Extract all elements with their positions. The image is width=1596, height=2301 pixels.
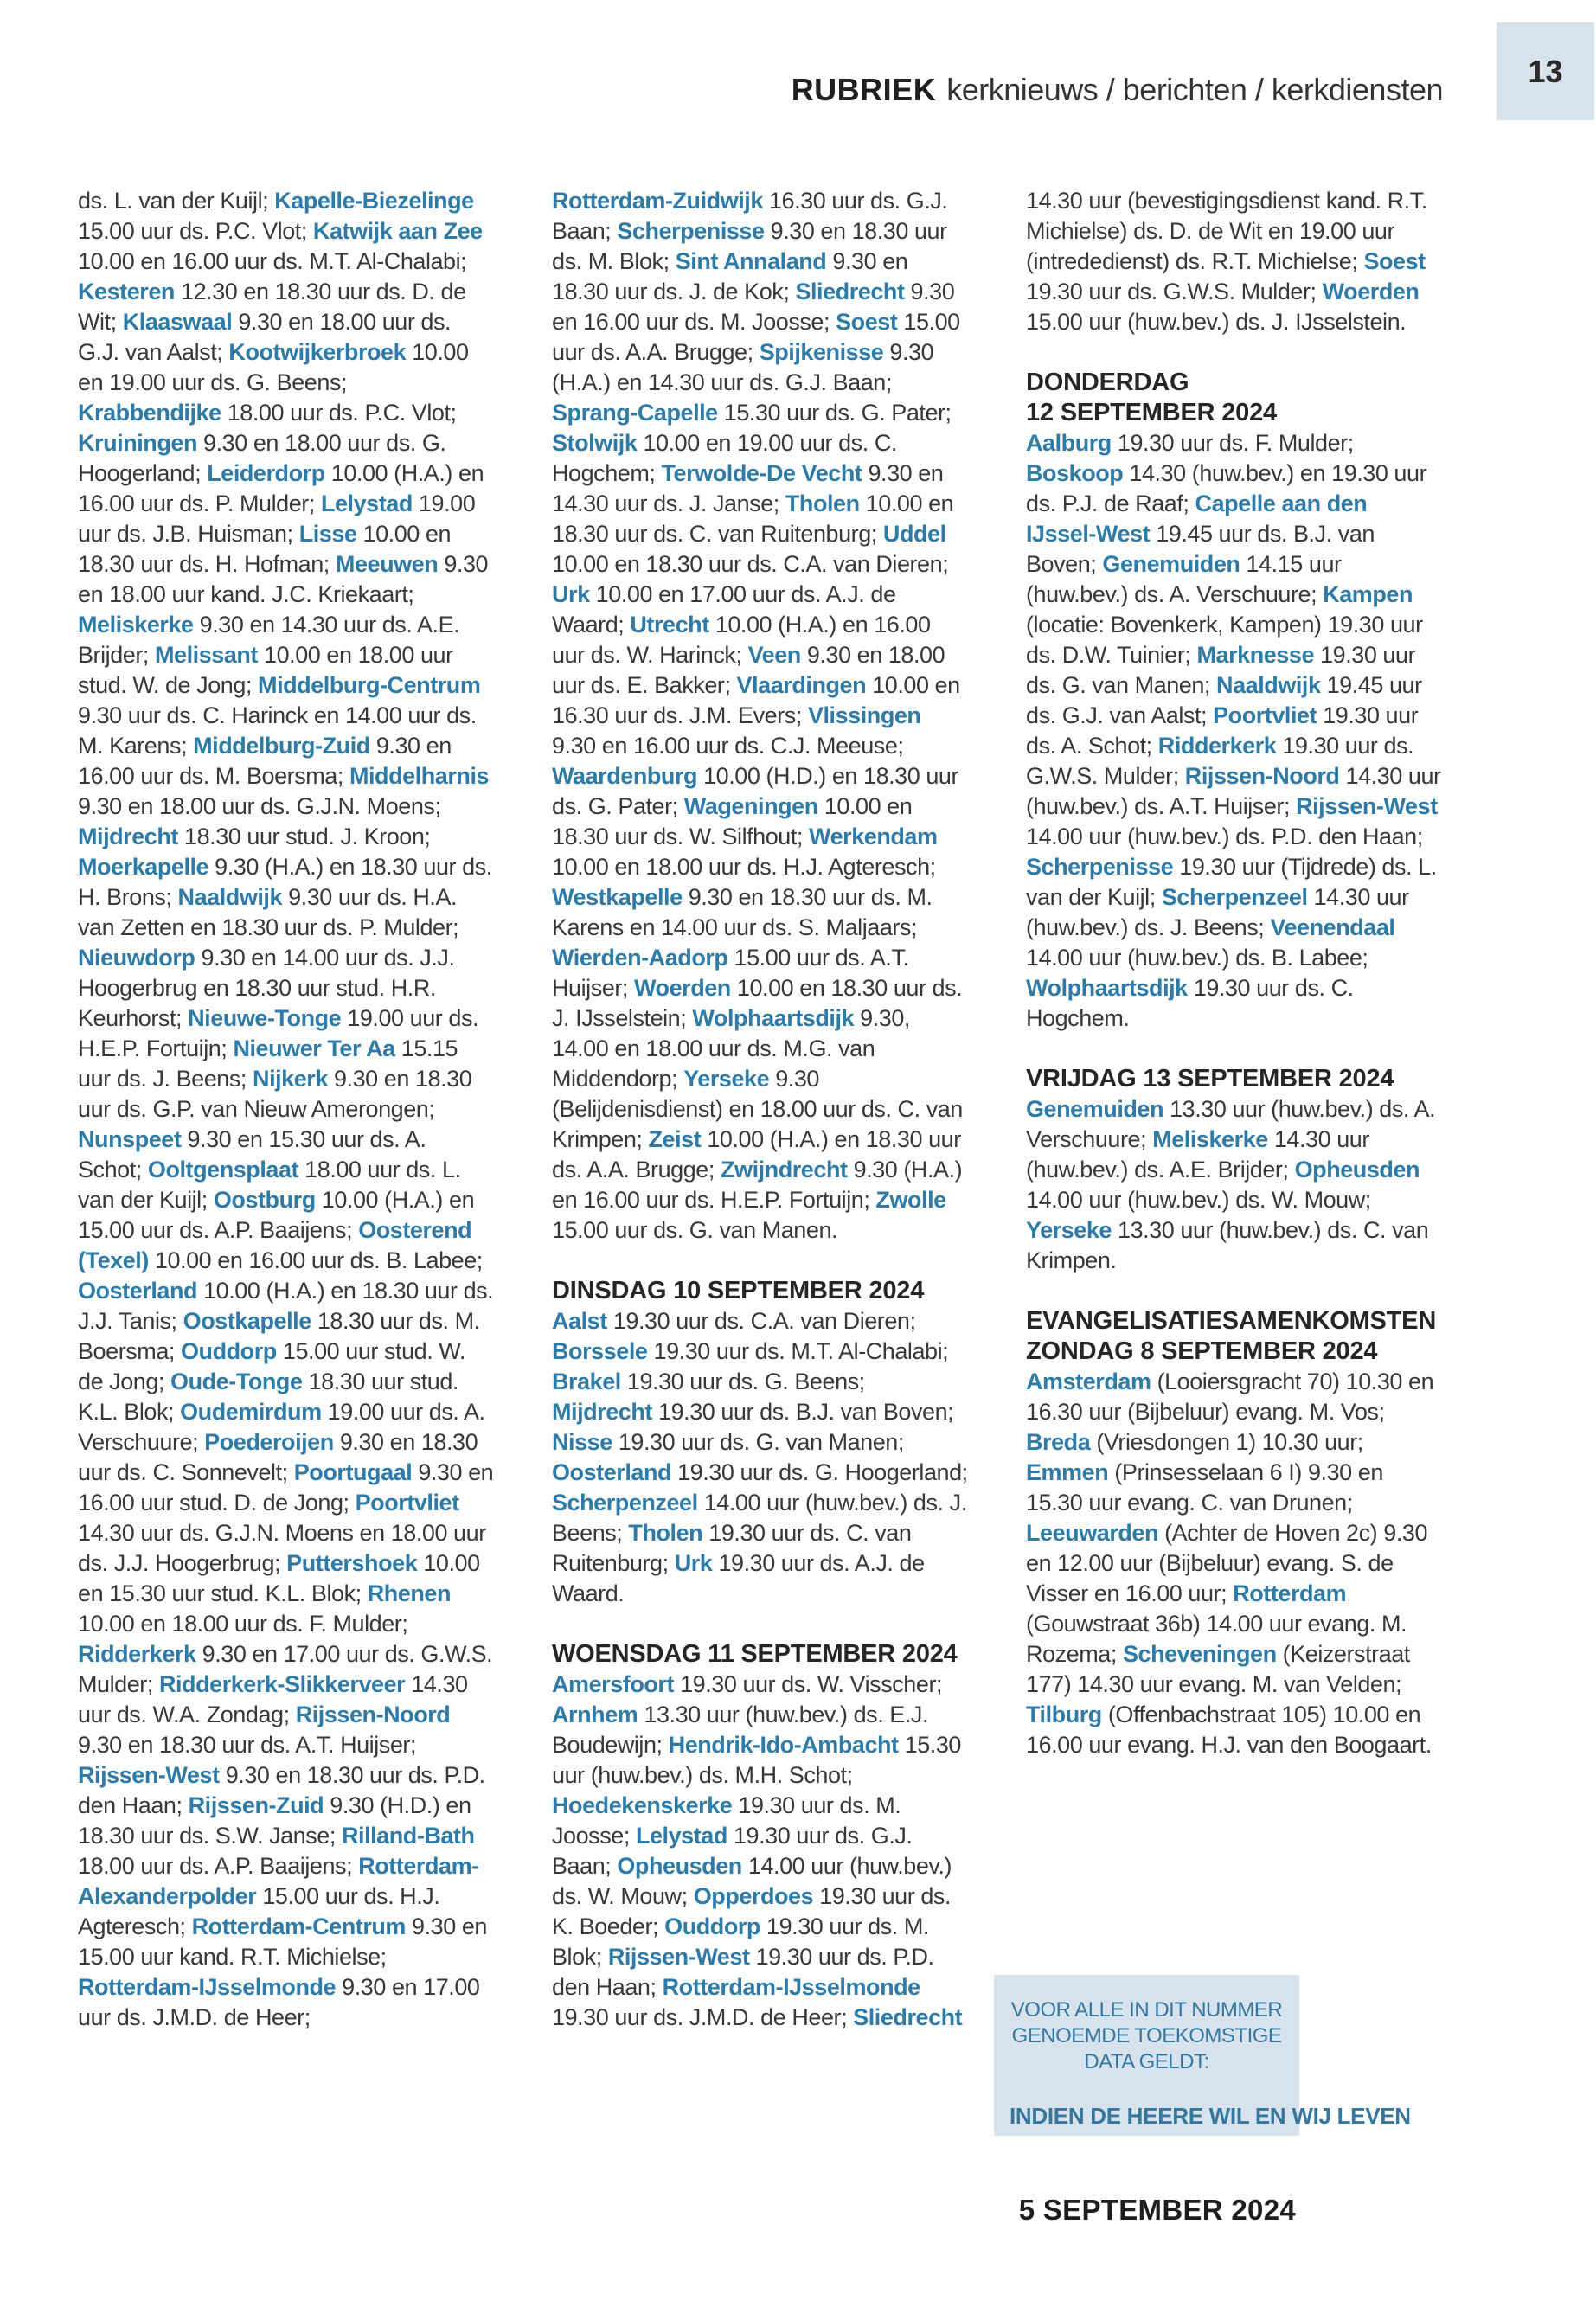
place-name: Ridderkerk-Slikkerveer: [158, 1671, 406, 1697]
place-name: Ooltgensplaat: [147, 1157, 299, 1183]
place-name: Woerden: [633, 975, 731, 1001]
place-name: Rotterdam: [1233, 1580, 1347, 1606]
place-name: Oude-Tonge: [170, 1368, 303, 1394]
section-heading: WOENSDAG 11 SEPTEMBER 2024: [552, 1640, 958, 1668]
place-name: Nunspeet: [78, 1126, 182, 1152]
place-name: Uddel: [882, 521, 946, 547]
place-name: Nieuwe-Tonge: [188, 1005, 342, 1031]
place-name: Ouddorp: [181, 1338, 277, 1364]
place-name: Poederoijen: [204, 1429, 334, 1455]
section-heading: DINSDAG 10 SEPTEMBER 2024: [552, 1277, 925, 1304]
place-name: Tilburg: [1026, 1702, 1102, 1727]
listing-paragraph: Aalburg 19.30 uur ds. F. Mulder; Boskoop 14.30 (huw.bev.) en 19.30 uur ds. P.J. de Raaf; Capelle aan den IJssel-West 19.45 uur ds. B.J. van Boven; Genemuiden 14.15 uur (huw.bev.) ds. A. Verschuure; Kampen (locatie: Bovenkerk, Kampen) 19.30 uur ds. D.W. Tuinier; Marknesse 19.30 uur ds. G. van Manen; Naaldwijk 19.45 uur ds. G.J. van Aalst; Poortvliet 19.30 uur ds. A. Schot; Ridderkerk 19.30 uur ds. G.W.S. Mulder; Rijssen-Noord 14.30 uur (huw.bev.) ds. A.T. Huijser; Rijssen-West 14.00 uur (huw.bev.) ds. P.D. den Haan; Scherpenisse 19.30 uur (Tijdrede) ds. L. van der Kuijl; Scherpenzeel 14.30 uur (huw.bev.) ds. J. Beens; Veenendaal 14.00 uur (huw.bev.) ds. B. Labee; Wolphaartsdijk 19.30 uur ds. C. Hogchem.: [1026, 430, 1441, 1031]
place-name: Zwijndrecht: [720, 1157, 848, 1183]
place-name: Meeuwen: [335, 551, 439, 577]
place-name: Rijssen-West: [1296, 793, 1438, 819]
place-name: Katwijk aan Zee: [312, 218, 483, 244]
place-name: Mijdrecht: [552, 1399, 652, 1425]
place-name: Westkapelle: [552, 884, 683, 910]
place-name: Tholen: [628, 1520, 703, 1546]
listing-paragraph: Genemuiden 13.30 uur (huw.bev.) ds. A. Verschuure; Meliskerke 14.30 uur (huw.bev.) ds. A.E. Brijder; Opheusden 14.00 uur (huw.bev.) ds. W. Mouw; Yerseke 13.30 uur (huw.bev.) ds. C. van Krimpen.: [1026, 1096, 1436, 1273]
place-name: Rotterdam-Zuidwijk: [552, 188, 763, 214]
place-name: Hoedekenskerke: [552, 1792, 733, 1818]
place-name: Terwolde-De Vecht: [661, 460, 862, 486]
place-name: Lisse: [298, 521, 357, 547]
place-name: Sliedrecht: [795, 279, 905, 304]
place-name: Naaldwijk: [177, 884, 283, 910]
place-name: Wolphaartsdijk: [692, 1005, 855, 1031]
place-name: Breda: [1026, 1429, 1091, 1455]
place-name: Opperdoes: [693, 1883, 814, 1909]
place-name: Zeist: [648, 1126, 702, 1152]
place-name: Utrecht: [630, 612, 709, 638]
place-name: Wageningen: [683, 793, 818, 819]
place-name: Vlissingen: [807, 702, 921, 728]
place-name: Kesteren: [78, 279, 175, 304]
place-name: Scherpenisse: [1026, 854, 1174, 880]
place-name: Kruiningen: [78, 430, 197, 456]
place-name: Spijkenisse: [759, 339, 884, 365]
place-name: Rotterdam-IJsselmonde: [78, 1974, 337, 2000]
notice-statement: INDIEN DE HEERE WIL EN WIJ LEVEN: [1010, 2103, 1411, 2129]
page-number: 13: [1528, 53, 1563, 89]
place-name: Soest: [836, 309, 898, 335]
place-name: Urk: [674, 1550, 713, 1576]
place-name: Leiderdorp: [207, 460, 325, 486]
place-name: Werkendam: [809, 824, 938, 849]
place-name: Sint Annaland: [675, 248, 827, 274]
place-name: Opheusden: [1294, 1157, 1420, 1183]
place-name: Borssele: [552, 1338, 648, 1364]
place-name: Oostburg: [213, 1187, 316, 1213]
place-name: Rijssen-Noord: [295, 1702, 451, 1727]
page-header: [792, 73, 1443, 107]
place-name: Krabbendijke: [78, 400, 221, 426]
place-name: Emmen: [1026, 1459, 1109, 1485]
listing-paragraph: ds. L. van der Kuijl; Kapelle-Biezelinge 15.00 uur ds. P.C. Vlot; Katwijk aan Zee 10.00 en 16.00 uur ds. M.T. Al-Chalabi; Kesteren 12.30 en 18.30 uur ds. D. de Wit; Klaaswaal 9.30 en 18.00 uur ds. G.J. van Aalst; Kootwijkerbroek 10.00 en 19.00 uur ds. G. Beens; Krabbendijke 18.00 uur ds. P.C. Vlot; Kruiningen 9.30 en 18.00 uur ds. G. Hoogerland; Leiderdorp 10.00 (H.A.) en 16.00 uur ds. P. Mulder; Lelystad 19.00 uur ds. J.B. Huisman; Lisse 10.00 en 18.30 uur ds. H. Hofman; Meeuwen 9.30 en 18.00 uur kand. J.C. Kriekaart; Meliskerke 9.30 en 14.30 uur ds. A.E. Brijder; Melissant 10.00 en 18.00 uur stud. W. de Jong; Middelburg-Centrum 9.30 uur ds. C. Harinck en 14.00 uur ds. M. Karens; Middelburg-Zuid 9.30 en 16.00 uur ds. M. Boersma; Middelharnis 9.30 en 18.00 uur ds. G.J.N. Moens; Mijdrecht 18.30 uur stud. J. Kroon; Moerkapelle 9.30 (H.A.) en 18.30 uur ds. H. Brons; Naaldwijk 9.30 uur ds. H.A. van Zetten en 18.30 uur ds. P. Mulder; Nieuwdorp 9.30 en 14.00 uur ds. J.J. Hoogerbrug en 18.30 uur stud. H.R. Keurhorst; Nieuwe-Tonge 19.00 uur ds. H.E.P. Fortuijn; Nieuwer Ter Aa 15.15 uur ds. J. Beens; Nijkerk 9.30 en 18.30 uur ds. G.P. van Nieuw Amerongen; Nunspeet 9.30 en 15.30 uur ds. A. Schot; Ooltgensplaat 18.00 uur ds. L. van der Kuijl; Oostburg 10.00 (H.A.) en 15.00 uur ds. A.P. Baaijens; Oosterend (Texel) 10.00 en 16.00 uur ds. B. Labee; Oosterland 10.00 (H.A.) en 18.30 uur ds. J.J. Tanis; Oostkapelle 18.30 uur ds. M. Boersma; Ouddorp 15.00 uur stud. W. de Jong; Oude-Tonge 18.30 uur stud. K.L. Blok; Oudemirdum 19.00 uur ds. A. Verschuure; Poederoijen 9.30 en 18.30 uur ds. C. Sonnevelt; Poortugaal 9.30 en 16.00 uur stud. D. de Jong; Poortvliet 14.30 uur ds. G.J.N. Moens en 18.00 uur ds. J.J. Hoogerbrug; Puttershoek 10.00 en 15.30 uur stud. K.L. Blok; Rhenen 10.00 en 18.00 uur ds. F. Mulder; Ridderkerk 9.30 en 17.00 uur ds. G.W.S. Mulder; Ridderkerk-Slikkerveer 14.30 uur ds. W.A. Zondag; Rijssen-Noord 9.30 en 18.30 uur ds. A.T. Huijser; Rijssen-West 9.30 en 18.30 uur ds. P.D. den Haan; Rijssen-Zuid 9.30 (H.D.) en 18.30 uur ds. S.W. Janse; Rilland-Bath 18.00 uur ds. A.P. Baaijens; Rotterdam-Alexanderpolder 15.00 uur ds. H.J. Agteresch; Rotterdam-Centrum 9.30 en 15.00 uur kand. R.T. Michielse; Rotterdam-IJsselmonde 9.30 en 17.00 uur ds. J.M.D. de Heer;: [78, 188, 494, 2030]
place-name: Woerden: [1322, 279, 1420, 304]
place-name: Nieuwer Ter Aa: [233, 1035, 395, 1061]
place-name: Rijssen-West: [607, 1944, 750, 1970]
place-name: Genemuiden: [1026, 1096, 1164, 1122]
place-name: Lelystad: [320, 490, 413, 516]
place-name: Kootwijkerbroek: [228, 339, 407, 365]
issue-date: 5 SEPTEMBER 2024: [1018, 2194, 1296, 2226]
place-name: Ridderkerk: [1157, 733, 1277, 759]
section-heading: EVANGELISATIESAMENKOMSTEN ZONDAG 8 SEPTEMBER 2024: [1026, 1307, 1437, 1365]
place-name: Rotterdam-IJsselmonde: [662, 1974, 920, 2000]
place-name: Naaldwijk: [1216, 672, 1321, 698]
future-dates-notice: [994, 1975, 1411, 2136]
place-name: Urk: [552, 581, 590, 607]
place-name: Puttershoek: [286, 1550, 418, 1576]
place-name: Rotterdam-Alexanderpolder: [78, 1853, 479, 1909]
notice-intro: VOOR ALLE IN DIT NUMMER GENOEMDE TOEKOMSTIGE DATA GELDT:: [1010, 1998, 1283, 2073]
place-name: Scheveningen: [1122, 1641, 1277, 1667]
place-name: Middelburg-Zuid: [193, 733, 370, 759]
place-name: Middelburg-Centrum: [258, 672, 481, 698]
place-name: Rijssen-Zuid: [188, 1792, 324, 1818]
place-name: Scherpenzeel: [1161, 884, 1308, 910]
place-name: Veen: [747, 642, 801, 668]
listing-paragraph: Amsterdam (Looiersgracht 70) 10.30 en 16.30 uur (Bijbeluur) evang. M. Vos; Breda (Vriesdongen 1) 10.30 uur; Emmen (Prinsesselaan 6 I) 9.30 en 15.30 uur evang. C. van Drunen; Leeuwarden (Achter de Hoven 2c) 9.30 en 12.00 uur (Bijbeluur) evang. S. de Visser en 16.00 uur; Rotterdam (Gouwstraat 36b) 14.00 uur evang. M. Rozema; Scheveningen (Keizerstraat 177) 14.30 uur evang. M. van Velden; Tilburg (Offenbachstraat 105) 10.00 en 16.00 uur evang. H.J. van den Boogaart.: [1026, 1368, 1434, 1758]
place-name: Lelystad: [635, 1823, 727, 1849]
place-name: Oosterend (Texel): [78, 1217, 472, 1273]
place-name: Oostkapelle: [183, 1308, 311, 1334]
place-name: Ouddorp: [664, 1913, 760, 1939]
place-name: Nieuwdorp: [78, 945, 195, 971]
place-name: Nijkerk: [253, 1066, 328, 1092]
place-name: Moerkapelle: [78, 854, 209, 880]
place-name: Rijssen-West: [78, 1762, 220, 1788]
place-name: Marknesse: [1196, 642, 1315, 668]
column-church-services-3: [1026, 186, 1443, 2171]
place-name: Kapelle-Biezelinge: [274, 188, 474, 214]
place-name: Mijdrecht: [78, 824, 178, 849]
section-heading: VRIJDAG 13 SEPTEMBER 2024: [1026, 1065, 1394, 1093]
place-name: Opheusden: [617, 1853, 742, 1879]
place-name: Rilland-Bath: [341, 1823, 475, 1849]
place-name: Yerseke: [1026, 1217, 1112, 1243]
place-name: Wierden-Aadorp: [552, 945, 728, 971]
place-name: Klaaswaal: [122, 309, 233, 335]
place-name: Oosterland: [552, 1459, 672, 1485]
place-name: Rotterdam-Centrum: [191, 1913, 406, 1939]
place-name: Stolwijk: [552, 430, 638, 456]
section-heading: DONDERDAG 12 SEPTEMBER 2024: [1026, 369, 1277, 426]
place-name: Middelharnis: [349, 763, 490, 789]
place-name: Aalst: [552, 1308, 607, 1334]
place-name: Boskoop: [1026, 460, 1124, 486]
place-name: Leeuwarden: [1026, 1520, 1159, 1546]
place-name: Hendrik-Ido-Ambacht: [668, 1732, 899, 1758]
place-name: Amersfoort: [552, 1671, 675, 1697]
place-name: Ridderkerk: [78, 1641, 196, 1667]
listing-paragraph: Rotterdam-Zuidwijk 16.30 uur ds. G.J. Baan; Scherpenisse 9.30 en 18.30 uur ds. M. Blok; Sint Annaland 9.30 en 18.30 uur ds. J. de Kok; Sliedrecht 9.30 en 16.00 uur ds. M. Joosse; Soest 15.00 uur ds. A.A. Brugge; Spijkenisse 9.30 (H.A.) en 14.30 uur ds. G.J. Baan; Sprang-Capelle 15.30 uur ds. G. Pater; Stolwijk 10.00 en 19.00 uur ds. C. Hogchem; Terwolde-De Vecht 9.30 en 14.30 uur ds. J. Janse; Tholen 10.00 en 18.30 uur ds. C. van Ruitenburg; Uddel 10.00 en 18.30 uur ds. C.A. van Dieren; Urk 10.00 en 17.00 uur ds. A.J. de Waard; Utrecht 10.00 (H.A.) en 16.00 uur ds. W. Harinck; Veen 9.30 en 18.00 uur ds. E. Bakker; Vlaardingen 10.00 en 16.30 uur ds. J.M. Evers; Vlissingen 9.30 en 16.00 uur ds. C.J. Meeuse; Waardenburg 10.00 (H.D.) en 18.30 uur ds. G. Pater; Wageningen 10.00 en 18.30 uur ds. W. Silfhout; Werkendam 10.00 en 18.00 uur ds. H.J. Agteresch; Westkapelle 9.30 en 18.30 uur ds. M. Karens en 14.00 uur ds. S. Maljaars; Wierden-Aadorp 15.00 uur ds. A.T. Huijser; Woerden 10.00 en 18.30 uur ds. J. IJsselstein; Wolphaartsdijk 9.30, 14.00 en 18.00 uur ds. M.G. van Middendorp; Yerseke 9.30 (Belijdenisdienst) en 18.00 uur ds. C. van Krimpen; Zeist 10.00 (H.A.) en 18.30 uur ds. A.A. Brugge; Zwijndrecht 9.30 (H.A.) en 16.00 uur ds. H.E.P. Fortuijn; Zwolle 15.00 uur ds. G. van Manen.: [552, 188, 963, 1243]
place-name: Capelle aan den IJssel-West: [1026, 490, 1368, 547]
place-name: Yerseke: [683, 1066, 770, 1092]
listing-paragraph: Amersfoort 19.30 uur ds. W. Visscher; Arnhem 13.30 uur (huw.bev.) ds. E.J. Boudewijn; Hendrik-Ido-Ambacht 15.30 uur (huw.bev.) ds. M.H. Schot; Hoedekenskerke 19.30 uur ds. M. Joosse; Lelystad 19.30 uur ds. G.J. Baan; Opheusden 14.00 uur (huw.bev.) ds. W. Mouw; Opperdoes 19.30 uur ds. K. Boeder; Ouddorp 19.30 uur ds. M. Blok; Rijssen-West 19.30 uur ds. P.D. den Haan; Rotterdam-IJsselmonde 19.30 uur ds. J.M.D. de Heer; Sliedrecht: [552, 1671, 963, 2030]
place-name: Arnhem: [552, 1702, 638, 1727]
place-name: Meliskerke: [1152, 1126, 1268, 1152]
place-name: Scherpenzeel: [552, 1490, 698, 1516]
place-name: Poortugaal: [293, 1459, 413, 1485]
place-name: Meliskerke: [78, 612, 194, 638]
listing-paragraph: 14.30 uur (bevestigingsdienst kand. R.T. Michielse) ds. D. de Wit en 19.00 uur (intrededienst) ds. R.T. Michielse; Soest 19.30 uur ds. G.W.S. Mulder; Woerden 15.00 uur (huw.bev.) ds. J. IJsselstein.: [1026, 188, 1427, 335]
place-name: Zwolle: [875, 1187, 946, 1213]
place-name: Aalburg: [1026, 430, 1112, 456]
place-name: Soest: [1363, 248, 1426, 274]
place-name: Wolphaartsdijk: [1026, 975, 1188, 1001]
place-name: Veenendaal: [1270, 914, 1395, 940]
place-name: Waardenburg: [552, 763, 698, 789]
place-name: Oosterland: [78, 1278, 198, 1304]
place-name: Sprang-Capelle: [552, 400, 718, 426]
place-name: Amsterdam: [1026, 1368, 1151, 1394]
column-church-services-2: [552, 186, 969, 2171]
place-name: Genemuiden: [1102, 551, 1240, 577]
page-number-box: [1497, 22, 1594, 120]
rubriek-label: RUBRIEK: [791, 72, 937, 107]
place-name: Rhenen: [367, 1580, 452, 1606]
place-name: Vlaardingen: [736, 672, 867, 698]
place-name: Scherpenisse: [617, 218, 765, 244]
place-name: Sliedrecht: [853, 2004, 963, 2030]
listing-paragraph: Aalst 19.30 uur ds. C.A. van Dieren; Borssele 19.30 uur ds. M.T. Al-Chalabi; Brakel 19.30 uur ds. G. Beens; Mijdrecht 19.30 uur ds. B.J. van Boven; Nisse 19.30 uur ds. G. van Manen; Oosterland 19.30 uur ds. G. Hoogerland; Scherpenzeel 14.00 uur (huw.bev.) ds. J. Beens; Tholen 19.30 uur ds. C. van Ruitenburg; Urk 19.30 uur ds. A.J. de Waard.: [552, 1308, 968, 1606]
place-name: Poortvliet: [1213, 702, 1317, 728]
place-name: Rijssen-Noord: [1184, 763, 1340, 789]
place-name: Nisse: [552, 1429, 612, 1455]
rubriek-topics: kerknieuws / berichten / kerkdiensten: [946, 72, 1443, 107]
place-name: Tholen: [785, 490, 860, 516]
place-name: Oudemirdum: [180, 1399, 322, 1425]
place-name: Kampen: [1323, 581, 1413, 607]
place-name: Poortvliet: [355, 1490, 459, 1516]
place-name: Melissant: [154, 642, 258, 668]
place-name: Brakel: [552, 1368, 621, 1394]
column-church-services-1: [78, 186, 495, 2171]
